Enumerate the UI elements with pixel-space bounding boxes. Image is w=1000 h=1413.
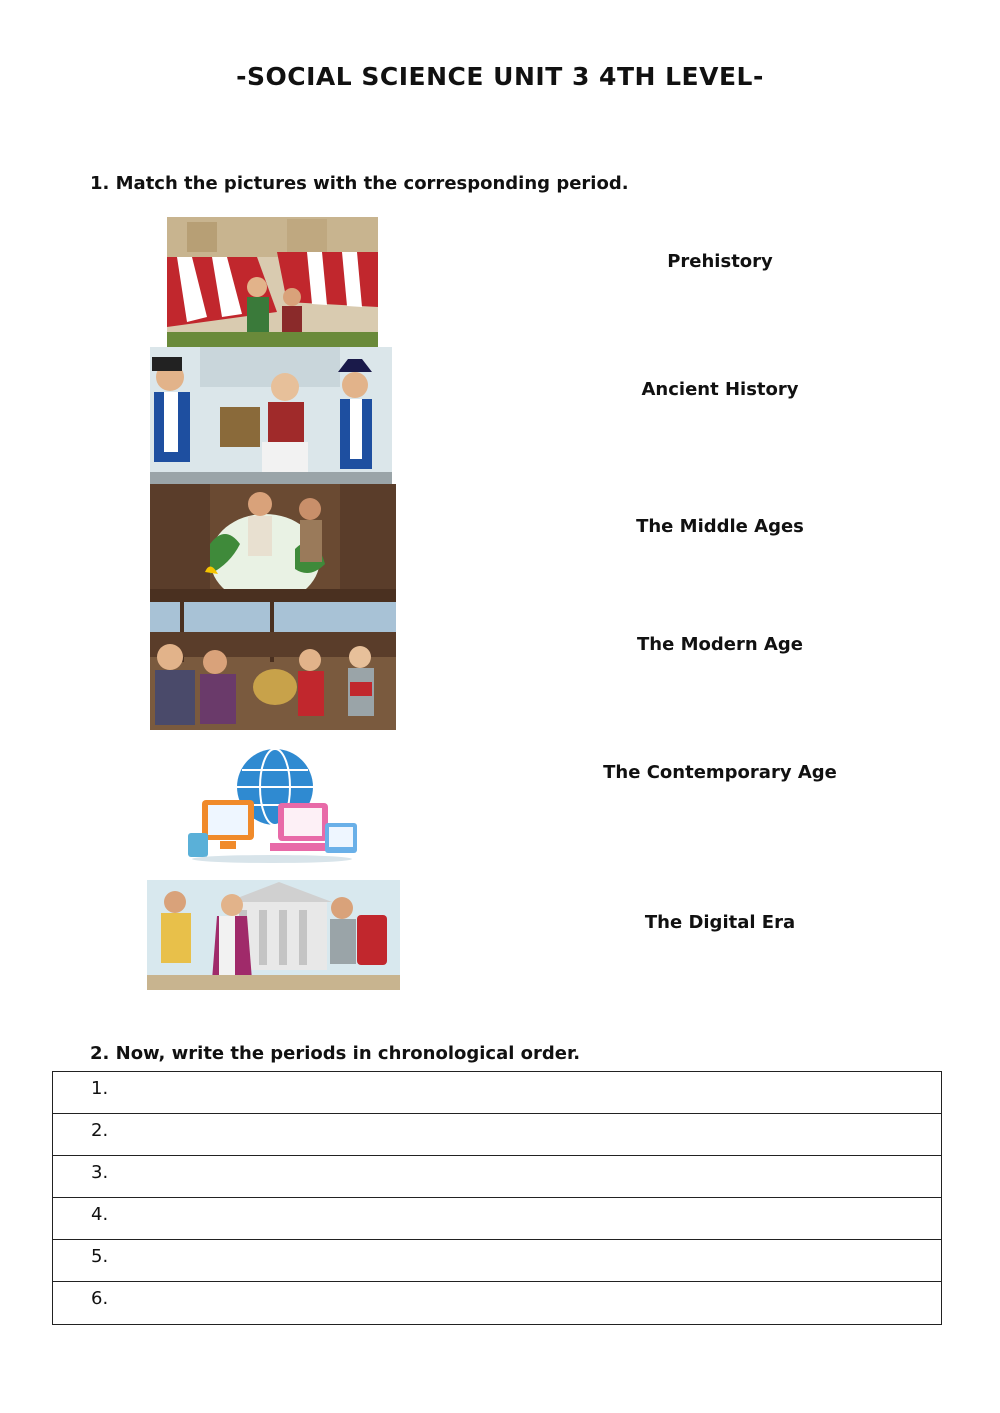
answer-row[interactable] <box>53 1114 941 1156</box>
period-modern-age: The Modern Age <box>637 634 803 655</box>
answer-row[interactable] <box>53 1240 941 1282</box>
answer-table <box>52 1071 942 1325</box>
roman-citizens-picture <box>147 880 400 990</box>
period-ancient-history: Ancient History <box>641 379 799 400</box>
ship-explorers-picture <box>150 602 396 730</box>
period-prehistory: Prehistory <box>667 251 773 272</box>
answer-row[interactable] <box>53 1156 941 1198</box>
period-middle-ages: The Middle Ages <box>636 516 804 537</box>
prehistoric-people-picture <box>150 484 396 602</box>
row-number: 6. <box>91 1288 109 1309</box>
period-digital-era: The Digital Era <box>644 912 796 933</box>
row-number: 1. <box>91 1078 109 1099</box>
soldiers-contemporary-picture <box>150 347 392 484</box>
period-contemporary-age: The Contemporary Age <box>603 762 837 783</box>
answer-row[interactable] <box>53 1282 941 1324</box>
row-number: 5. <box>91 1246 109 1267</box>
question-2: 2. Now, write the periods in chronological order. <box>90 1043 581 1064</box>
answer-row[interactable] <box>53 1072 941 1114</box>
row-number: 3. <box>91 1162 109 1183</box>
medieval-market-picture <box>167 217 378 347</box>
row-number: 4. <box>91 1204 109 1225</box>
answer-row[interactable] <box>53 1198 941 1240</box>
computers-globe-picture <box>180 745 365 865</box>
page-title: -SOCIAL SCIENCE UNIT 3 4TH LEVEL- <box>236 62 764 91</box>
row-number: 2. <box>91 1120 109 1141</box>
question-1: 1. Match the pictures with the corresponding period. <box>90 173 629 194</box>
